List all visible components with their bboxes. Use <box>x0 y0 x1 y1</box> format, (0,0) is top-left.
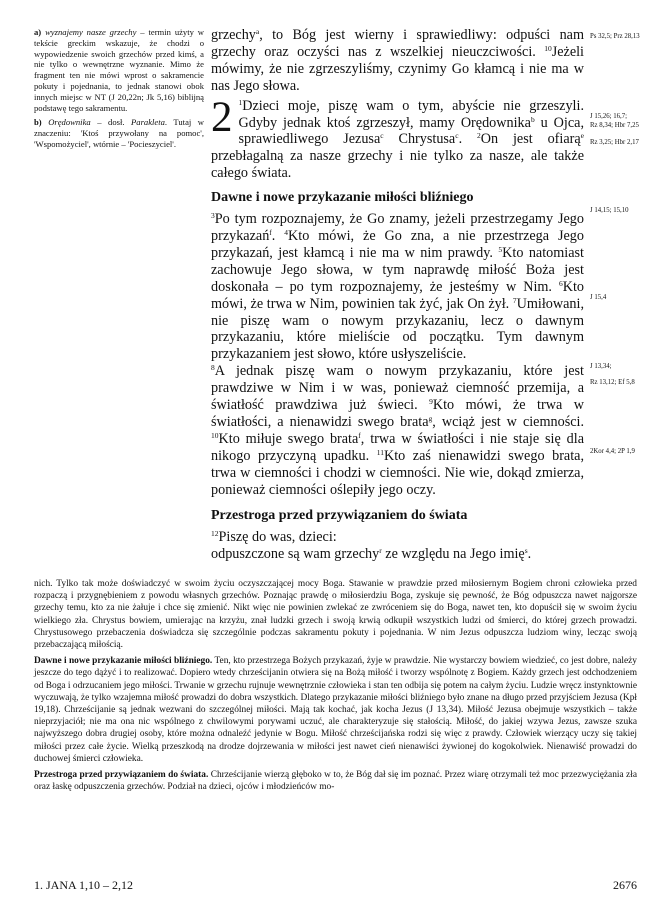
commentary <box>34 578 637 797</box>
footnotes-column <box>34 27 204 154</box>
footnote-a: a) wyznajemy nasze grzechy – termin użyty w tekście greckim wskazuje, że chodzi o wypowiedzenie swoich grzechów przed kimś, a nie tylko o wewnętrzne wyznanie. Mimo że fragment ten nie mówi wprost o sakramencie pokuty i pojednania, to jednak stanowi obok innych miejsc w NT (J 20,22n; Jk 5,16) biblijną podstawę tego sakramentu. <box>34 27 205 113</box>
cross-ref: Ps 32,5; Prz 28,13 <box>590 33 640 40</box>
cross-ref: J 15,4 <box>590 294 607 301</box>
scripture-text <box>211 27 584 563</box>
cross-ref: 2Kor 4,4; 2P 1,9 <box>590 448 635 455</box>
footnote-b: b) Orędownika – dosł. Parakleta. Tutaj w znaczeniu: 'Ktoś przywołany na pomoc', 'Wspomożyciel', wtórnie – 'Pocieszyciel'. <box>34 117 204 149</box>
cross-ref: J 13,34; <box>590 363 612 370</box>
verse-paragraph-4: $^8$A jednak piszę wam o nowym przykazaniu, które jest prawdziwe w Nim i w was, ponieważ ciemność przemija, a światłość prawdziwa już świeci. $^9$Kto mówi, że trwa w światłości, a nienawidzi swego brata$^g$, wciąż jest w ciemności. $^{10}$Kto miłuje swego brata$^f$, trwa w światłości i nie staje się dla nikogo przyczyną upadku. $^{11}$Kto zaś nienawidzi swego brata, trwa w ciemności i chodzi w ciemności. Nie wie, dokąd zmierza, ponieważ ciemności oślepiły jego oczy. <box>211 363 585 498</box>
cross-ref: J 15,26; 16,7; <box>590 113 628 120</box>
poem-line-1: $^{12}$Piszę do was, dzieci: <box>211 529 337 546</box>
book-reference: 1. JANA 1,10 – 2,12 <box>34 878 134 892</box>
section-heading-love: Dawne i nowe przykazanie miłości bliźniego <box>211 190 474 206</box>
cross-ref: Rz 8,34; Hbr 7,25 <box>590 122 639 129</box>
commentary-paragraph-2: Dawne i nowe przykazanie miłości bliźniego. Ten, kto przestrzega Bożych przykazań, żyje w prawdzie. Nie wystarczy bowiem wiedzieć, co jest dobre, należy jeszcze do tego dążyć i to realizować. Dopiero wtedy chrześcijanin otwiera się na Bożą miłość i tworzy wspólnotę z Bogiem. Każdy grzech jest odchodzeniem od Boga i odrzucaniem jego miłości. Trwanie w grzechu rujnuje wewnętrznie człowieka i stan ten odbija się potem na całym życiu. Ludzie wręcz instynktownie wyczuwają, że tylko wzajemna miłość prowadzi do dobra wszystkich. Dlatego przykazanie miłości bliźniego było znane na długo przed przyjściem Jezusa (Kpł 19,18). Chrześcijanie są jednak wezwani do szczególnej miłości. Mają tak kochać, jak kocha Jezus (J 13,34). Miłość Jezusa obejmuje wszystkich – także nieprzyjaciół; nie ma ona nic wspólnego z chwilowymi porywami uczuć, ale charakteryzuje się stałością. Miłość, do jakiej wzywa Jezus, zawsze szuka najwyższego dobra drugiej osoby, które można odnaleźć jedynie w Bogu. Miłość chrześcijańska rodzi się więc z prawdy. Człowiek wierzący uczy się takiej miłości przez całe życie. Wielką przeszkodą na drodze dojrzewania w miłości jest nawet cień nienawiści żywionej do kogokolwiek. Nienawiść prowadzi do duchowej śmierci człowieka. <box>34 656 637 764</box>
cross-ref: Rz 3,25; Hbr 2,17 <box>590 139 639 146</box>
cross-ref: Rz 13,12; Ef 5,8 <box>590 379 635 386</box>
poem-line-2: odpuszczone są wam grzechy$^r$ ze względu na Jego imię$^s$. <box>211 546 532 563</box>
page-number: 2676 <box>613 878 637 892</box>
commentary-paragraph-3: Przestroga przed przywiązaniem do świata. Chrześcijanie wierzą głęboko w to, że Bóg dał się im poznać. Przez wiarę otrzymali też moc przezwyciężania zła oraz łaskę odpuszczenia grzechów. Podział na dzieci, ojców i młodzieńców mo- <box>34 770 637 793</box>
verse-paragraph-1: grzechy$^a$, to Bóg jest wierny i sprawiedliwy: odpuści nam grzechy oraz oczyści nas z wszelkiej nieuczciwości. $^{10}$Jeżeli mówimy, że nie zgrzeszyliśmy, czynimy Go kłamcą i nie ma w nas Jego słowa. <box>211 27 584 94</box>
cross-ref: J 14,15; 15,10 <box>590 207 629 214</box>
section-heading-world: Przestroga przed przywiązaniem do świata <box>211 508 468 524</box>
chapter-2-opening: 2 $^1$Dzieci moje, piszę wam o tym, abyście nie grzeszyli. Gdyby jednak ktoś zgrzeszył, mamy Orędownika$^b$ u Ojca, sprawiedliwego Jezusa$^c$ Chrystusa$^c$. $^2$On jest ofiarą$^e$ przebłagalną za nasze grzechy i nie tylko za nasze, ale także całego świata. <box>211 93 585 182</box>
commentary-paragraph-1: nich. Tylko tak może doświadczyć w swoim życiu oczyszczającej mocy Boga. Stawanie w prawdzie przed miłosiernym Bogiem chroni człowieka przed rozpaczą i przygnębieniem z powodu własnych grzechów. Poznając prawdę o miłosierdziu Boga, zyskuje się pewność, że Bóg odpuszcza nawet najgorsze grzechy temu, kto za nie żałuje i chce się zmienić. Nikt więc nie powinien zwlekać ze zwróceniem się do Boga, nawet ten, kto dopuścił się w swoim życiu wielkiego zła. Chrystus bowiem, umierając na krzyżu, znał ludzki grzech i swoją krwią odkupił wszystkich ludzi od śmierci, do której grzech prowadzi. Chrystusowego przebaczenia doświadcza się szczególnie podczas sakramentu pokuty i pojednania. W nim Jezus odpuszcza ludziom winy, lecząc swoją przebaczającą miłością. <box>34 579 637 651</box>
verse-paragraph-3: $^3$Po tym rozpoznajemy, że Go znamy, jeżeli przestrzegamy Jego przykazań$^f$. $^4$Kto mówi, że Go zna, a nie przestrzega Jego przykazań, jest kłamcą i nie ma w nim prawdy. $^5$Kto natomiast zachowuje Jego słowa, w tym naprawdę miłość Boża jest doskonała – po tym rozpoznajemy, że jesteśmy w Nim. $^6$Kto mówi, że trwa w Nim, powinien tak żyć, jak On żył. $^7$Umiłowani, nie piszę wam o nowym przykazaniu, lecz o dawnym przykazaniu, które mieliście od początku. Tym dawnym przykazaniem jest słowo, które usłyszeliście. <box>211 211 584 363</box>
chapter-number: 2 <box>211 93 233 141</box>
